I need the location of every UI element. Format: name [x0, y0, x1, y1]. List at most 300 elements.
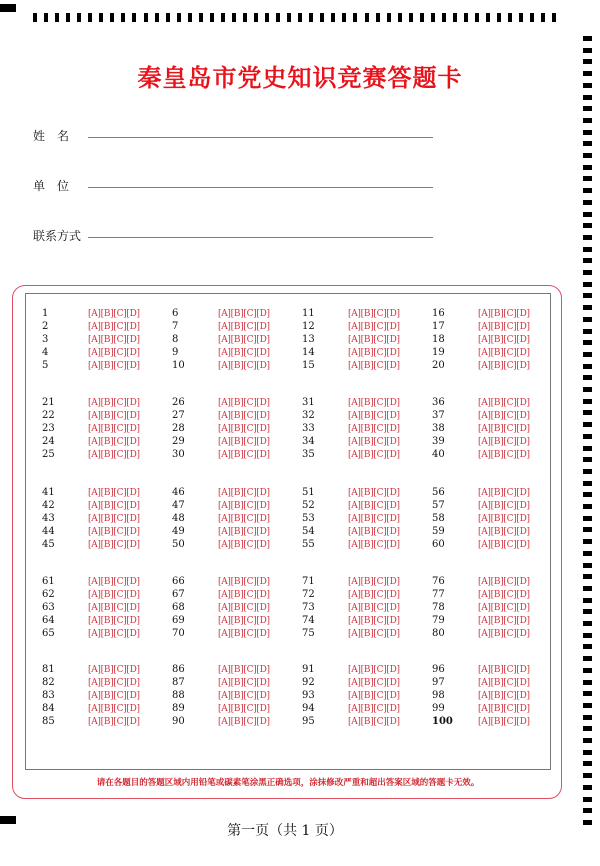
- answer-options[interactable]: [A][B][C][D]: [478, 411, 530, 421]
- answer-options[interactable]: [A][B][C][D]: [348, 527, 400, 537]
- answer-options[interactable]: [A][B][C][D]: [478, 335, 530, 345]
- question-number: 89: [172, 703, 185, 714]
- answer-options[interactable]: [A][B][C][D]: [478, 398, 530, 408]
- question-number: 71: [302, 576, 315, 587]
- question-number: 14: [302, 347, 315, 358]
- answer-options[interactable]: [A][B][C][D]: [218, 665, 270, 675]
- answer-options[interactable]: [A][B][C][D]: [88, 577, 140, 587]
- question-number: 83: [42, 690, 55, 701]
- answer-options[interactable]: [A][B][C][D]: [88, 603, 140, 613]
- answer-options[interactable]: [A][B][C][D]: [88, 540, 140, 550]
- timing-mark: [431, 13, 435, 22]
- answer-options[interactable]: [A][B][C][D]: [88, 437, 140, 447]
- sheet-title: 秦皇岛市党史知识竞赛答题卡: [137, 64, 463, 92]
- timing-mark: [583, 750, 592, 755]
- question-number: 75: [302, 628, 315, 639]
- answer-options[interactable]: [A][B][C][D]: [88, 361, 140, 371]
- timing-mark: [110, 13, 114, 22]
- question-number: 10: [172, 360, 185, 371]
- timing-mark: [583, 212, 592, 217]
- timing-mark: [583, 680, 592, 685]
- answer-options[interactable]: [A][B][C][D]: [478, 616, 530, 626]
- question-number: 70: [172, 628, 185, 639]
- timing-mark: [583, 469, 592, 474]
- timing-mark: [583, 609, 592, 614]
- answer-options[interactable]: [A][B][C][D]: [218, 348, 270, 358]
- timing-mark: [155, 13, 159, 22]
- question-number: 72: [302, 589, 315, 600]
- timing-mark: [541, 13, 545, 22]
- question-number: 95: [302, 716, 315, 727]
- answer-options[interactable]: [A][B][C][D]: [348, 590, 400, 600]
- question-number: 80: [432, 628, 445, 639]
- timing-mark: [387, 13, 391, 22]
- timing-mark: [442, 13, 446, 22]
- timing-mark: [583, 188, 592, 193]
- timing-mark: [33, 13, 37, 22]
- answer-options[interactable]: [A][B][C][D]: [218, 691, 270, 701]
- answer-options[interactable]: [A][B][C][D]: [88, 527, 140, 537]
- question-number: 25: [42, 449, 55, 460]
- timing-mark: [552, 13, 556, 22]
- question-number: 79: [432, 615, 445, 626]
- answer-options[interactable]: [A][B][C][D]: [88, 309, 140, 319]
- question-number: 86: [172, 664, 185, 675]
- answer-options[interactable]: [A][B][C][D]: [348, 577, 400, 587]
- timing-mark: [583, 621, 592, 626]
- question-number: 7: [172, 321, 179, 332]
- answer-options[interactable]: [A][B][C][D]: [88, 424, 140, 434]
- timing-mark: [121, 13, 125, 22]
- answer-options[interactable]: [A][B][C][D]: [88, 450, 140, 460]
- question-number: 99: [432, 703, 445, 714]
- question-number: 23: [42, 423, 55, 434]
- question-number: 97: [432, 677, 445, 688]
- answer-options[interactable]: [A][B][C][D]: [218, 514, 270, 524]
- answer-options[interactable]: [A][B][C][D]: [88, 590, 140, 600]
- question-number: 76: [432, 576, 445, 587]
- question-number: 60: [432, 539, 445, 550]
- question-number: 53: [302, 513, 315, 524]
- answer-options[interactable]: [A][B][C][D]: [348, 691, 400, 701]
- page-footer: 第一页（共 1 页）: [227, 823, 343, 839]
- answer-options[interactable]: [A][B][C][D]: [218, 450, 270, 460]
- timing-mark: [583, 574, 592, 579]
- timing-mark: [508, 13, 512, 22]
- answer-options[interactable]: [A][B][C][D]: [88, 691, 140, 701]
- question-number: 5: [42, 360, 49, 371]
- answer-options[interactable]: [A][B][C][D]: [348, 665, 400, 675]
- answer-options[interactable]: [A][B][C][D]: [218, 361, 270, 371]
- question-number: 17: [432, 321, 445, 332]
- question-number: 30: [172, 449, 185, 460]
- answer-options[interactable]: [A][B][C][D]: [348, 309, 400, 319]
- contact-field[interactable]: [88, 237, 433, 238]
- question-number: 63: [42, 602, 55, 613]
- timing-mark: [583, 785, 592, 790]
- timing-mark: [583, 738, 592, 743]
- instruction-note: 请在各题目的答题区域内用铅笔或碳素笔涂黑正确选项，涂抹修改严重和超出答案区域的答题卡无效。: [96, 778, 480, 788]
- answer-options[interactable]: [A][B][C][D]: [88, 488, 140, 498]
- question-number: 35: [302, 449, 315, 460]
- question-number: 13: [302, 334, 315, 345]
- timing-mark: [583, 797, 592, 802]
- timing-mark: [199, 13, 203, 22]
- timing-mark: [583, 703, 592, 708]
- answer-options[interactable]: [A][B][C][D]: [88, 514, 140, 524]
- answer-options[interactable]: [A][B][C][D]: [88, 335, 140, 345]
- question-number: 2: [42, 321, 49, 332]
- timing-mark: [188, 13, 192, 22]
- timing-mark: [398, 13, 402, 22]
- answer-options[interactable]: [A][B][C][D]: [218, 590, 270, 600]
- timing-mark: [221, 13, 225, 22]
- timing-mark: [583, 773, 592, 778]
- timing-mark: [497, 13, 501, 22]
- timing-mark: [583, 293, 592, 298]
- answer-options[interactable]: [A][B][C][D]: [478, 678, 530, 688]
- question-number: 44: [42, 526, 55, 537]
- question-number: 26: [172, 397, 185, 408]
- question-number: 88: [172, 690, 185, 701]
- timing-mark: [77, 13, 81, 22]
- timing-mark: [464, 13, 468, 22]
- question-number: 21: [42, 397, 55, 408]
- timing-mark: [166, 13, 170, 22]
- question-number: 81: [42, 664, 55, 675]
- timing-mark: [583, 305, 592, 310]
- answer-options[interactable]: [A][B][C][D]: [88, 665, 140, 675]
- answer-options[interactable]: [A][B][C][D]: [348, 411, 400, 421]
- answer-options[interactable]: [A][B][C][D]: [348, 629, 400, 639]
- contact-label: 联系方式: [33, 229, 82, 243]
- timing-mark: [583, 106, 592, 111]
- question-number: 91: [302, 664, 315, 675]
- answer-options[interactable]: [A][B][C][D]: [218, 309, 270, 319]
- answer-options[interactable]: [A][B][C][D]: [218, 424, 270, 434]
- answer-options[interactable]: [A][B][C][D]: [478, 501, 530, 511]
- timing-mark: [583, 527, 592, 532]
- timing-mark: [583, 633, 592, 638]
- question-number: 92: [302, 677, 315, 688]
- question-number: 28: [172, 423, 185, 434]
- answer-options[interactable]: [A][B][C][D]: [218, 603, 270, 613]
- answer-options[interactable]: [A][B][C][D]: [478, 704, 530, 714]
- question-number: 74: [302, 615, 315, 626]
- timing-mark: [530, 13, 534, 22]
- timing-mark: [583, 457, 592, 462]
- timing-mark: [583, 247, 592, 252]
- answer-options[interactable]: [A][B][C][D]: [478, 309, 530, 319]
- timing-mark: [276, 13, 280, 22]
- answer-options[interactable]: [A][B][C][D]: [348, 717, 400, 727]
- timing-mark: [583, 48, 592, 53]
- answer-options[interactable]: [A][B][C][D]: [88, 629, 140, 639]
- answer-options[interactable]: [A][B][C][D]: [348, 678, 400, 688]
- answer-options[interactable]: [A][B][C][D]: [478, 514, 530, 524]
- answer-options[interactable]: [A][B][C][D]: [88, 704, 140, 714]
- timing-mark: [365, 13, 369, 22]
- timing-mark: [309, 13, 313, 22]
- timing-mark: [583, 726, 592, 731]
- timing-mark: [331, 13, 335, 22]
- question-number: 20: [432, 360, 445, 371]
- question-number: 50: [172, 539, 185, 550]
- question-number: 3: [42, 334, 49, 345]
- timing-mark: [583, 176, 592, 181]
- timing-mark: [583, 317, 592, 322]
- timing-mark: [583, 200, 592, 205]
- answer-options[interactable]: [A][B][C][D]: [88, 398, 140, 408]
- timing-mark: [583, 340, 592, 345]
- timing-mark: [583, 141, 592, 146]
- unit-field[interactable]: [88, 187, 433, 188]
- answer-options[interactable]: [A][B][C][D]: [478, 348, 530, 358]
- timing-mark: [320, 13, 324, 22]
- question-number: 47: [172, 500, 185, 511]
- answer-options[interactable]: [A][B][C][D]: [218, 335, 270, 345]
- question-number: 6: [172, 308, 179, 319]
- question-number: 12: [302, 321, 315, 332]
- question-number: 45: [42, 539, 55, 550]
- question-number: 85: [42, 716, 55, 727]
- timing-mark: [44, 13, 48, 22]
- question-number: 62: [42, 589, 55, 600]
- question-number: 69: [172, 615, 185, 626]
- timing-mark: [376, 13, 380, 22]
- question-number: 16: [432, 308, 445, 319]
- timing-mark: [486, 13, 490, 22]
- answer-options[interactable]: [A][B][C][D]: [88, 501, 140, 511]
- timing-mark: [583, 446, 592, 451]
- question-number: 19: [432, 347, 445, 358]
- timing-mark: [583, 235, 592, 240]
- question-number: 40: [432, 449, 445, 460]
- timing-mark: [519, 13, 523, 22]
- question-number: 4: [42, 347, 49, 358]
- timing-mark: [583, 352, 592, 357]
- answer-options[interactable]: [A][B][C][D]: [348, 488, 400, 498]
- question-number: 82: [42, 677, 55, 688]
- timing-mark: [243, 13, 247, 22]
- timing-mark: [583, 36, 592, 41]
- question-number: 68: [172, 602, 185, 613]
- question-number: 64: [42, 615, 55, 626]
- answer-options[interactable]: [A][B][C][D]: [478, 424, 530, 434]
- answer-options[interactable]: [A][B][C][D]: [348, 361, 400, 371]
- answer-options[interactable]: [A][B][C][D]: [88, 678, 140, 688]
- answer-options[interactable]: [A][B][C][D]: [218, 629, 270, 639]
- timing-mark: [132, 13, 136, 22]
- timing-mark: [583, 598, 592, 603]
- answer-options[interactable]: [A][B][C][D]: [88, 322, 140, 332]
- answer-options[interactable]: [A][B][C][D]: [348, 437, 400, 447]
- answer-options[interactable]: [A][B][C][D]: [218, 398, 270, 408]
- timing-mark: [583, 153, 592, 158]
- answer-options[interactable]: [A][B][C][D]: [218, 704, 270, 714]
- answer-options[interactable]: [A][B][C][D]: [218, 411, 270, 421]
- question-number: 98: [432, 690, 445, 701]
- answer-options[interactable]: [A][B][C][D]: [348, 616, 400, 626]
- timing-mark: [287, 13, 291, 22]
- timing-mark: [583, 644, 592, 649]
- timing-mark: [583, 492, 592, 497]
- question-number: 65: [42, 628, 55, 639]
- question-number: 58: [432, 513, 445, 524]
- timing-mark: [583, 165, 592, 170]
- question-number: 43: [42, 513, 55, 524]
- timing-mark: [583, 504, 592, 509]
- question-number: 51: [302, 487, 315, 498]
- answer-options[interactable]: [A][B][C][D]: [478, 665, 530, 675]
- question-number: 49: [172, 526, 185, 537]
- answer-options[interactable]: [A][B][C][D]: [478, 590, 530, 600]
- timing-mark: [55, 13, 59, 22]
- timing-mark: [144, 13, 148, 22]
- timing-mark: [583, 282, 592, 287]
- timing-mark: [583, 329, 592, 334]
- answer-options[interactable]: [A][B][C][D]: [218, 540, 270, 550]
- question-number: 59: [432, 526, 445, 537]
- question-number: 55: [302, 539, 315, 550]
- unit-label: 单 位: [33, 179, 70, 193]
- question-number: 18: [432, 334, 445, 345]
- answer-options[interactable]: [A][B][C][D]: [478, 577, 530, 587]
- question-number: 32: [302, 410, 315, 421]
- question-number: 22: [42, 410, 55, 421]
- answer-options[interactable]: [A][B][C][D]: [478, 603, 530, 613]
- answer-options[interactable]: [A][B][C][D]: [478, 540, 530, 550]
- question-number: 15: [302, 360, 315, 371]
- answer-options[interactable]: [A][B][C][D]: [218, 322, 270, 332]
- timing-mark: [583, 118, 592, 123]
- answer-options[interactable]: [A][B][C][D]: [348, 398, 400, 408]
- answer-options[interactable]: [A][B][C][D]: [348, 603, 400, 613]
- answer-options[interactable]: [A][B][C][D]: [348, 514, 400, 524]
- timing-mark: [583, 563, 592, 568]
- answer-options[interactable]: [A][B][C][D]: [348, 501, 400, 511]
- answer-options[interactable]: [A][B][C][D]: [478, 361, 530, 371]
- question-number: 84: [42, 703, 55, 714]
- answer-options[interactable]: [A][B][C][D]: [218, 437, 270, 447]
- question-number: 31: [302, 397, 315, 408]
- timing-mark: [265, 13, 269, 22]
- question-number: 27: [172, 410, 185, 421]
- timing-mark: [583, 434, 592, 439]
- timing-mark: [66, 13, 70, 22]
- question-number: 78: [432, 602, 445, 613]
- question-number: 41: [42, 487, 55, 498]
- timing-mark: [583, 481, 592, 486]
- answer-options[interactable]: [A][B][C][D]: [348, 348, 400, 358]
- timing-mark: [583, 130, 592, 135]
- question-number: 56: [432, 487, 445, 498]
- answer-options[interactable]: [A][B][C][D]: [348, 335, 400, 345]
- answer-options[interactable]: [A][B][C][D]: [478, 527, 530, 537]
- answer-options[interactable]: [A][B][C][D]: [478, 322, 530, 332]
- answer-options[interactable]: [A][B][C][D]: [218, 501, 270, 511]
- timing-mark: [420, 13, 424, 22]
- answer-options[interactable]: [A][B][C][D]: [348, 424, 400, 434]
- question-number: 54: [302, 526, 315, 537]
- answer-options[interactable]: [A][B][C][D]: [478, 450, 530, 460]
- name-label: 姓 名: [33, 129, 70, 143]
- question-number: 100: [432, 716, 453, 727]
- question-number: 36: [432, 397, 445, 408]
- question-number: 66: [172, 576, 185, 587]
- timing-mark: [583, 410, 592, 415]
- timing-mark: [583, 258, 592, 263]
- question-number: 67: [172, 589, 185, 600]
- answer-options[interactable]: [A][B][C][D]: [348, 322, 400, 332]
- answer-options[interactable]: [A][B][C][D]: [348, 540, 400, 550]
- question-number: 48: [172, 513, 185, 524]
- answer-options[interactable]: [A][B][C][D]: [88, 411, 140, 421]
- answer-options[interactable]: [A][B][C][D]: [478, 437, 530, 447]
- answer-options[interactable]: [A][B][C][D]: [348, 704, 400, 714]
- question-number: 52: [302, 500, 315, 511]
- timing-mark: [99, 13, 103, 22]
- timing-mark: [583, 820, 592, 825]
- answer-options[interactable]: [A][B][C][D]: [218, 678, 270, 688]
- question-number: 93: [302, 690, 315, 701]
- answer-options[interactable]: [A][B][C][D]: [218, 488, 270, 498]
- timing-mark: [583, 668, 592, 673]
- question-number: 90: [172, 716, 185, 727]
- name-field[interactable]: [88, 137, 433, 138]
- question-number: 24: [42, 436, 55, 447]
- timing-mark: [583, 715, 592, 720]
- answer-options[interactable]: [A][B][C][D]: [478, 488, 530, 498]
- answer-options[interactable]: [A][B][C][D]: [348, 450, 400, 460]
- timing-mark: [583, 223, 592, 228]
- timing-mark: [583, 691, 592, 696]
- timing-mark: [583, 387, 592, 392]
- answer-options[interactable]: [A][B][C][D]: [478, 629, 530, 639]
- answer-options[interactable]: [A][B][C][D]: [478, 691, 530, 701]
- question-number: 33: [302, 423, 315, 434]
- question-number: 61: [42, 576, 55, 587]
- answer-options[interactable]: [A][B][C][D]: [218, 527, 270, 537]
- question-number: 77: [432, 589, 445, 600]
- timing-mark: [342, 13, 346, 22]
- question-number: 96: [432, 664, 445, 675]
- answer-options[interactable]: [A][B][C][D]: [88, 717, 140, 727]
- timing-mark: [583, 375, 592, 380]
- question-number: 39: [432, 436, 445, 447]
- answer-options[interactable]: [A][B][C][D]: [88, 616, 140, 626]
- timing-mark: [210, 13, 214, 22]
- question-number: 57: [432, 500, 445, 511]
- question-number: 38: [432, 423, 445, 434]
- answer-options[interactable]: [A][B][C][D]: [218, 717, 270, 727]
- answer-options[interactable]: [A][B][C][D]: [218, 616, 270, 626]
- timing-mark: [583, 808, 592, 813]
- question-number: 9: [172, 347, 179, 358]
- timing-mark: [409, 13, 413, 22]
- answer-options[interactable]: [A][B][C][D]: [478, 717, 530, 727]
- question-number: 8: [172, 334, 179, 345]
- answer-options[interactable]: [A][B][C][D]: [218, 577, 270, 587]
- question-number: 94: [302, 703, 315, 714]
- timing-mark: [583, 761, 592, 766]
- timing-mark: [583, 586, 592, 591]
- timing-mark: [298, 13, 302, 22]
- timing-mark: [583, 516, 592, 521]
- answer-options[interactable]: [A][B][C][D]: [88, 348, 140, 358]
- timing-mark: [583, 399, 592, 404]
- timing-mark: [583, 551, 592, 556]
